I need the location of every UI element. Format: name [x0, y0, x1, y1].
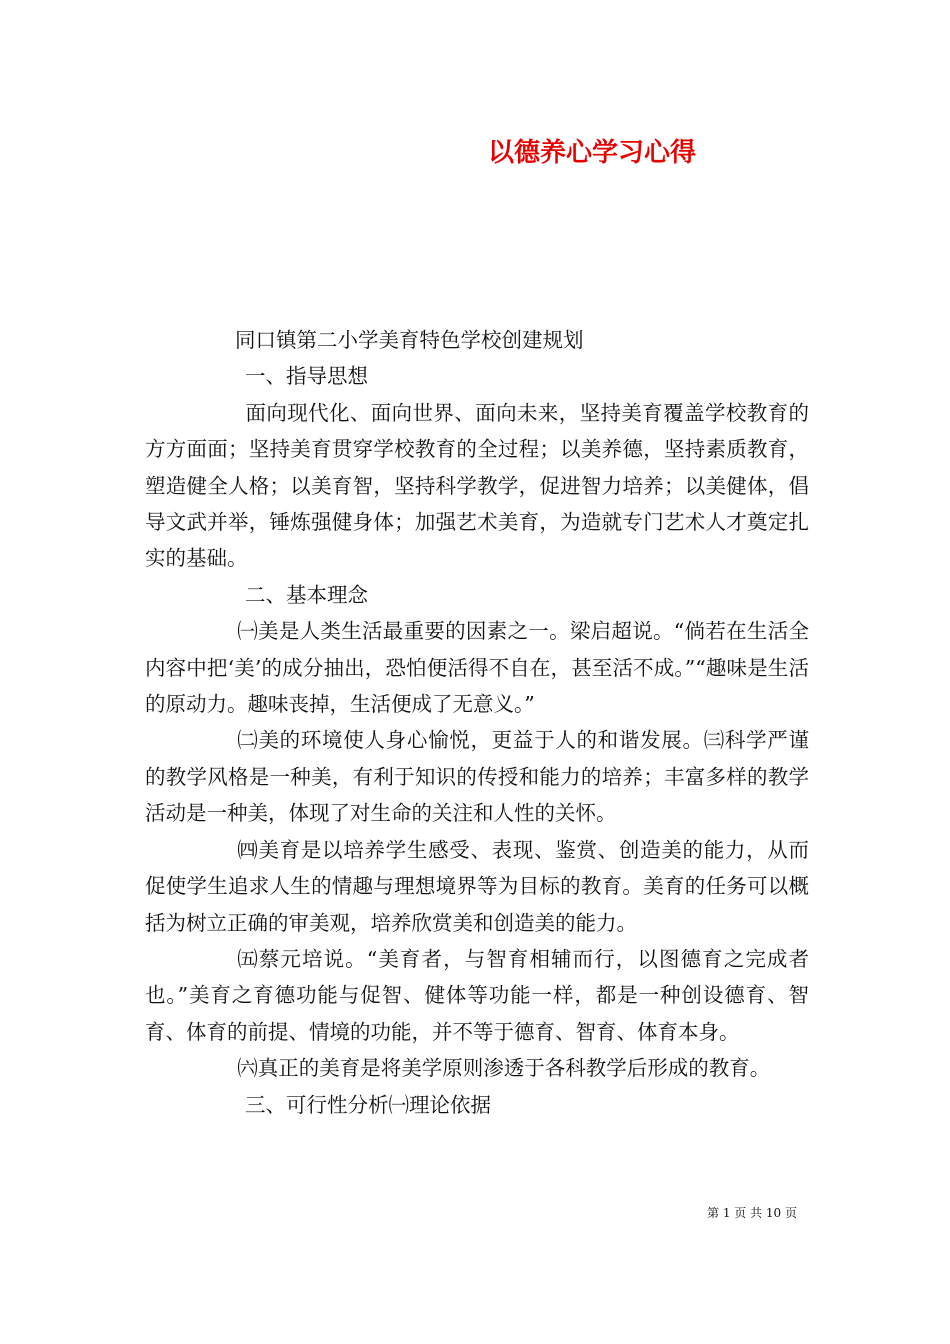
page-number: 第 1 页 共 10 页: [707, 1206, 797, 1220]
document-title: 以德养心学习心得: [488, 138, 697, 168]
paragraph-guiding-ideology: 面向现代化、面向世界、面向未来，坚持美育覆盖学校教育的方方面面；坚持美育贯穿学校教育的全过程；以美养德，坚持素质教育，塑造健全人格；以美育智，坚持科学教学，促进智力培养；以美健体，倡导文武并举，锤炼强健身体；加强艺术美育，为造就专门艺术人才奠定扎实的基础。: [145, 400, 809, 571]
section-heading-2: 二、基本理念: [245, 582, 368, 607]
section-heading-1: 一、指导思想: [245, 364, 368, 389]
document-body: [145, 322, 809, 1123]
section-heading-3: 三、可行性分析㈠理论依据: [245, 1092, 491, 1117]
paragraph-concept-5: ㈤蔡元培说。“美育者，与智育相辅而行，以图德育之完成者也。”美育之育德功能与促智、健体等功能一样，都是一种创设德育、智育、体育的前提、情境的功能，并不等于德育、智育、体育本身。: [145, 946, 809, 1044]
document-subtitle: 同口镇第二小学美育特色学校创建规划: [235, 328, 584, 352]
paragraph-concept-1: ㈠美是人类生活最重要的因素之一。梁启超说。“倘若在生活全内容中把‘美’的成分抽出，恐怕便活得不自在，甚至活不成。”“趣味是生活的原动力。趣味丧掉，生活便成了无意义。”: [145, 619, 809, 717]
paragraph-concept-6: ㈥真正的美育是将美学原则渗透于各科教学后形成的教育。: [237, 1056, 771, 1081]
paragraph-concept-2-3: ㈡美的环境使人身心愉悦，更益于人的和谐发展。㈢科学严谨的教学风格是一种美，有利于知识的传授和能力的培养；丰富多样的教学活动是一种美，体现了对生命的关注和人性的关怀。: [145, 728, 809, 826]
paragraph-concept-4: ㈣美育是以培养学生感受、表现、鉴赏、创造美的能力，从而促使学生追求人生的情趣与理想境界等为目标的教育。美育的任务可以概括为树立正确的审美观，培养欣赏美和创造美的能力。: [145, 837, 809, 935]
